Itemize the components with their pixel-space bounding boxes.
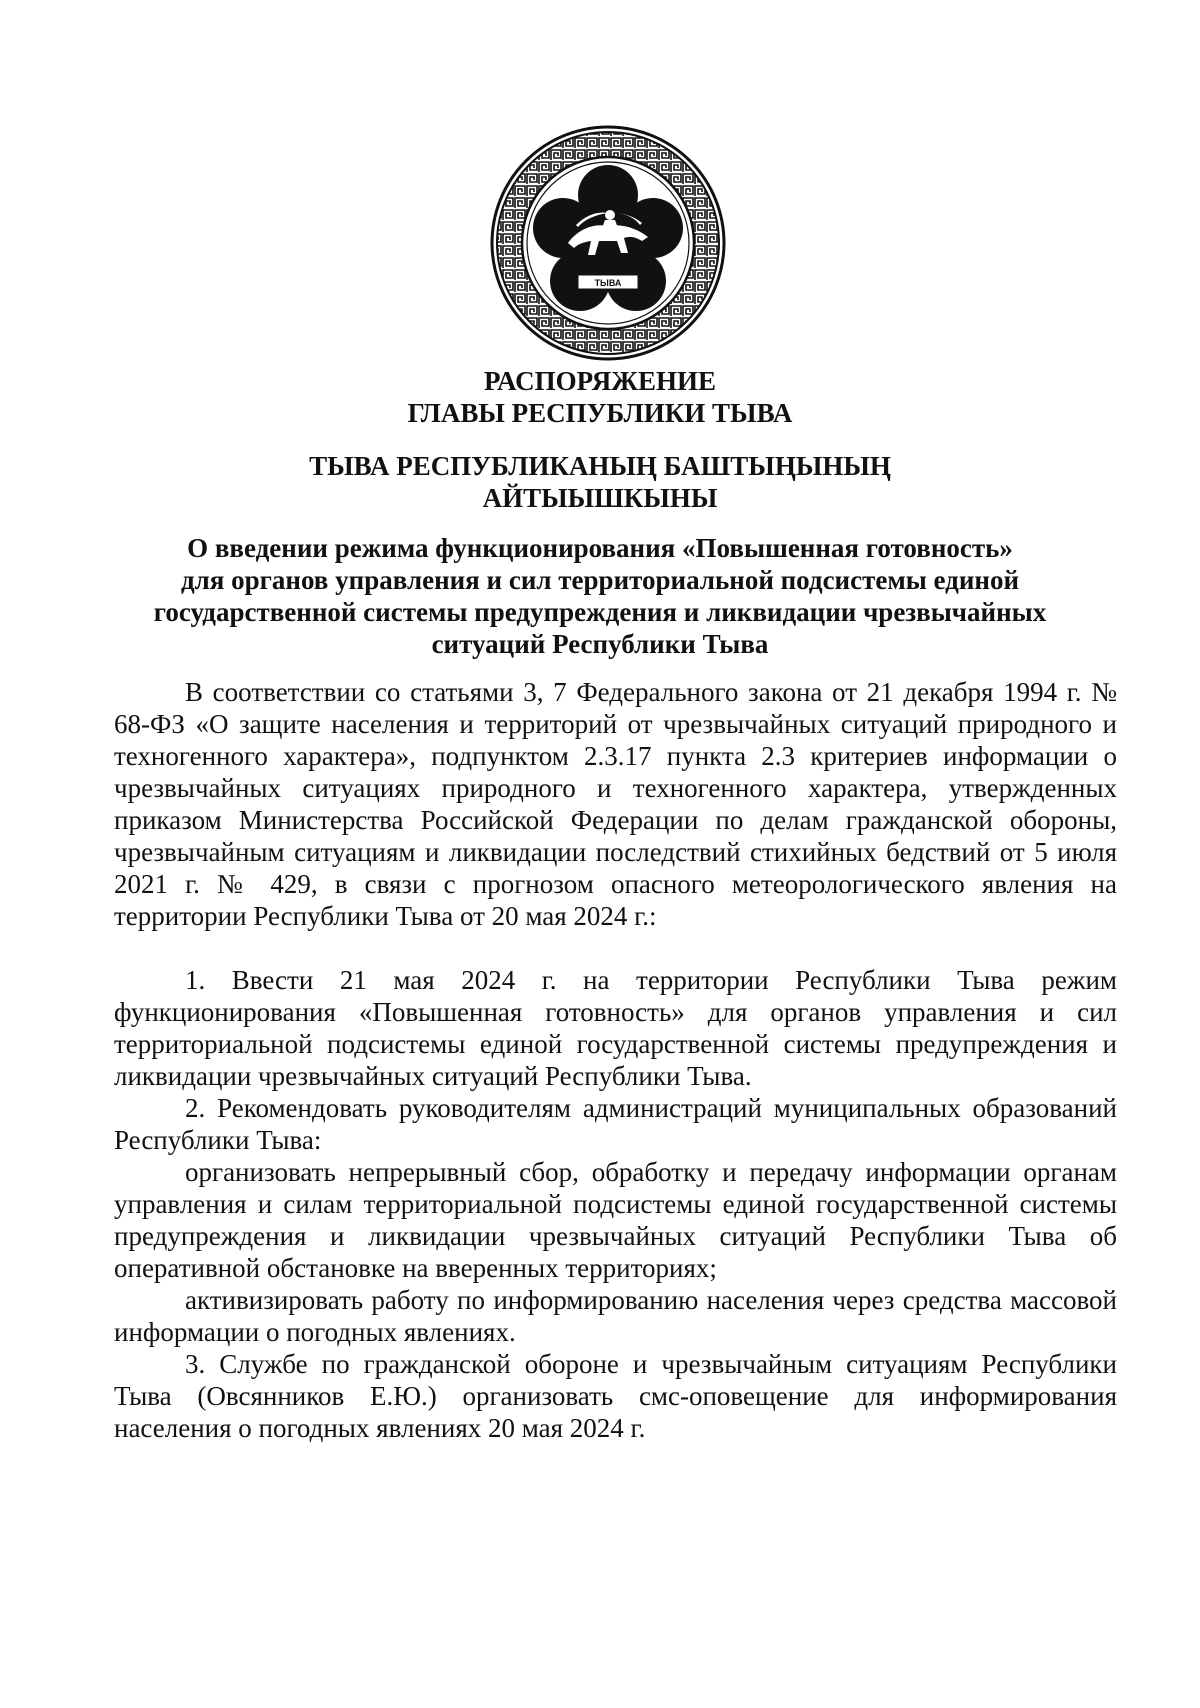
tuvan-title (0, 450, 1200, 514)
tuvan-line-2: АЙТЫЫШКЫНЫ (482, 483, 718, 513)
document-title (0, 365, 1200, 429)
item-2b-paragraph: активизировать работу по информированию населения через средства массовой информации о погодных явлениях. (114, 1285, 1117, 1347)
item-2-paragraph: 2. Рекомендовать руководителям администраций муниципальных образований Республики Тыва: (114, 1093, 1117, 1155)
item-1-paragraph: 1. Ввести 21 мая 2024 г. на территории Республики Тыва режим функционирования «Повышенная готовность» для органов управления и сил территориальной подсистемы единой государственной системы предупреждения и ликвидации чрезвычайных ситуаций Республики Тыва. (114, 965, 1117, 1091)
preamble-paragraph: В соответствии со статьями 3, 7 Федерального закона от 21 декабря 1994 г. № 68-ФЗ «О защите населения и территорий от чрезвычайных ситуаций природного и техногенного характера», подпунктом 2.3.17 пункта 2.3 критериев информации о чрезвычайных ситуациях природного и техногенного характера, утвержденных приказом Министерства Российской Федерации по делам гражданской обороны, чрезвычайным ситуациям и ликвидации последствий стихийных бедствий от 5 июля 2021 г. № 429, в связи с прогнозом опасного метеорологического явления на территории Республики Тыва от 20 мая 2024 г.: (114, 677, 1117, 931)
emblem-label: ТЫВА (594, 278, 622, 288)
coat-of-arms-emblem (490, 125, 726, 361)
subject-line-2: для органов управления и сил территориальной подсистемы единой (180, 565, 1020, 595)
title-line-1: РАСПОРЯЖЕНИЕ (483, 366, 717, 396)
document-subject (0, 532, 1200, 660)
subject-line-1: О введении режима функционирования «Повышенная готовность» (187, 533, 1013, 563)
subject-line-4: ситуаций Республики Тыва (431, 629, 769, 659)
document-body (114, 676, 1117, 1444)
tuvan-line-1: ТЫВА РЕСПУБЛИКАНЫҢ БАШТЫҢЫНЫҢ (309, 451, 891, 481)
subject-line-3: государственной системы предупреждения и ликвидации чрезвычайных (153, 597, 1047, 627)
item-2a-paragraph: организовать непрерывный сбор, обработку и передачу информации органам управления и силам территориальной подсистемы единой государственной системы предупреждения и ликвидации чрезвычайных ситуаций Республики Тыва об оперативной обстановке на вверенных территориях; (114, 1157, 1117, 1283)
title-line-2: ГЛАВЫ РЕСПУБЛИКИ ТЫВА (407, 398, 793, 428)
item-3-paragraph: 3. Службе по гражданской обороне и чрезвычайным ситуациям Республики Тыва (Овсянников Е.Ю.) организовать смс-оповещение для информирования населения о погодных явлениях 20 мая 2024 г. (114, 1349, 1117, 1443)
